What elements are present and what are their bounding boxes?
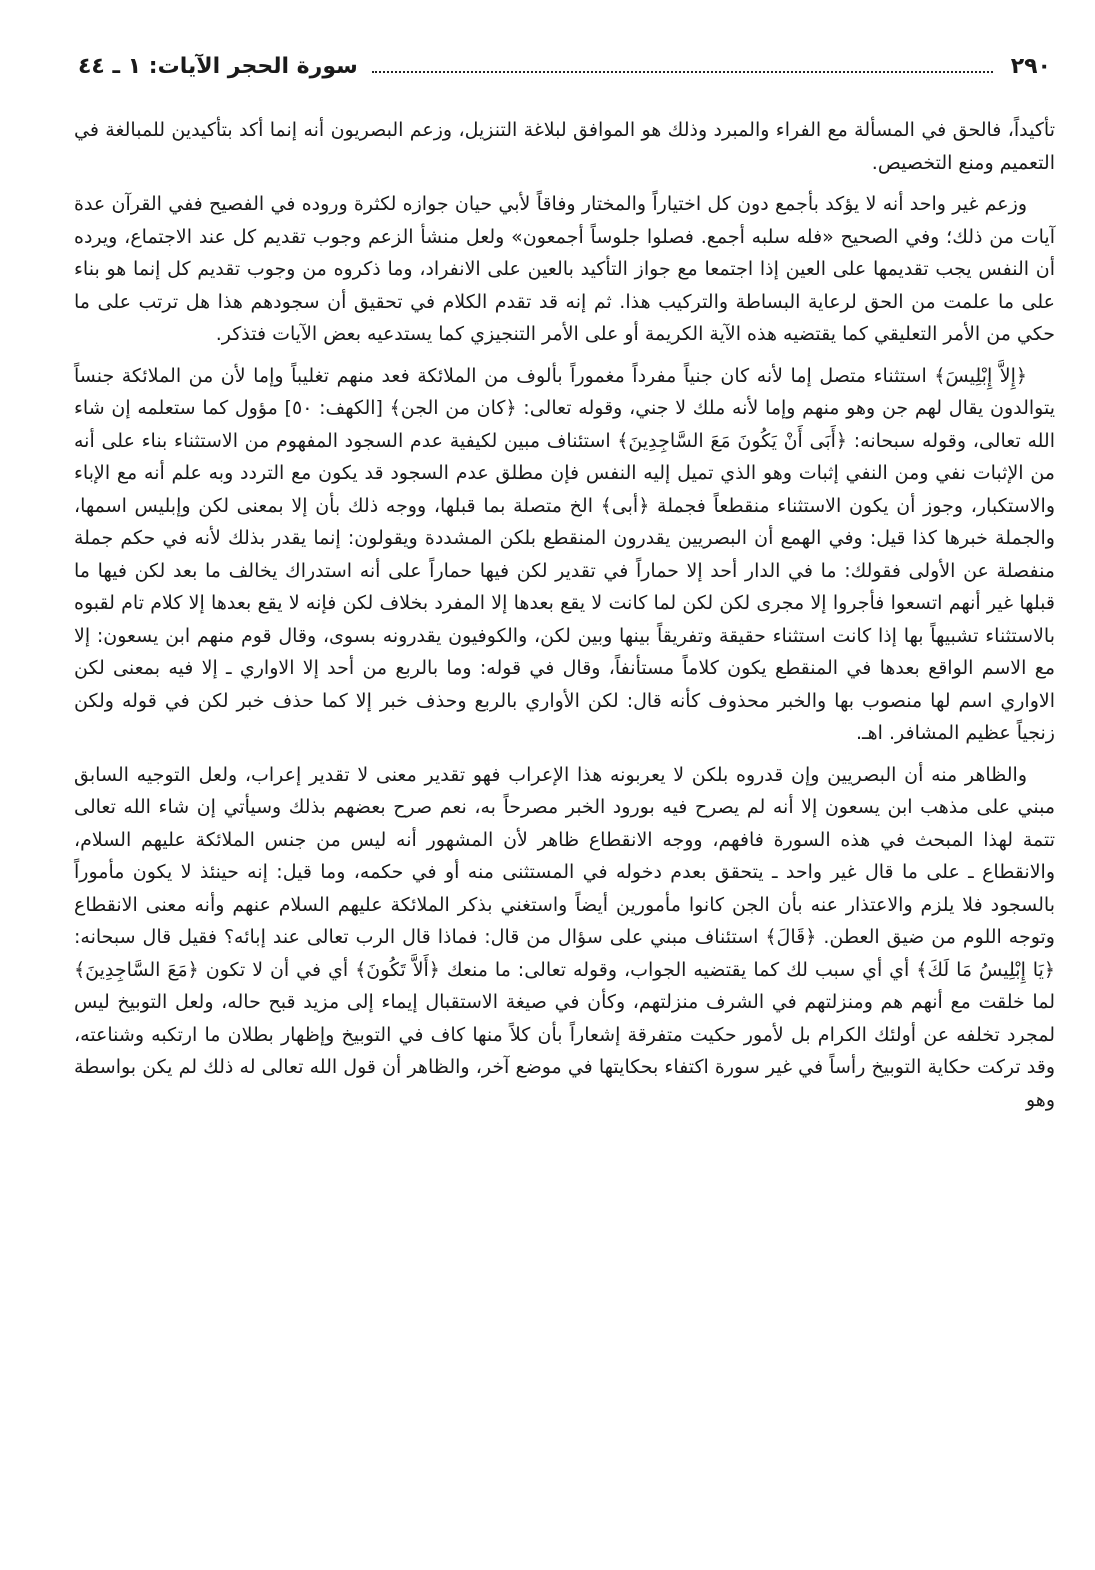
section-title: سورة الحجر الآيات: ١ ـ ٤٤ bbox=[78, 54, 358, 79]
paragraph: وزعم غير واحد أنه لا يؤكد بأجمع دون كل اختياراً والمختار وفاقاً لأبي حيان جوازه لكثرة وروده في الفصيح ففي القرآن عدة آيات من ذلك؛ وفي الصحيح «فله سلبه أجمع. فصلوا جلوساً أجمعون» ولعل منشأ الزعم وجوب تقديم كل عند الاجتماع، ويرده أن النفس يجب تقديمها على العين إذا اجتمعا مع جواز التأكيد بالعين على الانفراد، وما ذكروه من وجوب تقديم كل إنما هو بناء على ما علمت من الحق لرعاية البساطة والتركيب هذا. ثم إنه قد تقدم الكلام في تحقيق أن سجودهم هذا هل ترتب على ما حكي من الأمر التعليقي كما يقتضيه هذه الآية الكريمة أو على الأمر التنجيزي كما يستدعيه بعض الآيات فتذكر. bbox=[74, 193, 1055, 345]
paragraph: والظاهر منه أن البصريين وإن قدروه بلكن لا يعربونه هذا الإعراب فهو تقدير معنى لا تقدير إعراب، ولعل التوجيه السابق مبني على مذهب ابن يسعون إلا أنه لم يصرح فيه بورود الخبر مصرحاً به، نعم صرح بعضهم بذلك وسيأتي إن شاء الله تعالى تتمة لهذا المبحث في هذه السورة فافهم، ووجه الانقطاع ظاهر لأن المشهور أنه ليس من جنس الملائكة عليهم السلام، والانقطاع ـ على ما قال غير واحد ـ يتحقق بعدم دخوله في المستثنى منه أو في حكمه، وما قيل: إنه حينئذ لا يكون مأموراً بالسجود فلا يلزم والاعتذار عنه بأن الجن كانوا مأمورين أيضاً واستغني بذكر الملائكة عليهم السلام عنهم وأنه معنى الانقطاع وتوجه اللوم من ضيق العطن. ﴿قَالَ﴾ استئناف مبني على سؤال من قال: فماذا قال الرب تعالى عند إبائه؟ فقيل قال سبحانه: ﴿يَا إِبْلِيسُ مَا لَكَ﴾ أي أي سبب لك كما يقتضيه الجواب، وقوله تعالى: ما منعك ﴿أَلاَّ تَكُونَ﴾ أي في أن لا تكون ﴿مَعَ السَّاجِدِينَ﴾ لما خلقت مع أنهم هم ومنزلتهم في الشرف منزلتهم، وكأن في صيغة الاستقبال إيماء إلى مزيد قبح حاله، ولعل التوبيخ ليس لمجرد تخلفه عن أولئك الكرام بل لأمور حكيت متفرقة إشعاراً بأن كلاً منها كاف في التوبيخ وإظهار بطلان ما ارتكبه وشناعته، وقد تركت حكاية التوبيخ رأساً في غير سورة اكتفاء بحكايتها في موضع آخر، والظاهر أن قول الله تعالى له ذلك لم يكن بواسطة وهو bbox=[74, 763, 1055, 1111]
page-number: ٢٩٠ bbox=[1010, 54, 1051, 79]
paragraph-continuation: تأكيداً، فالحق في المسألة مع الفراء والمبرد وذلك هو الموافق لبلاغة التنزيل، وزعم البصريون أنه إنما أكد بتأكيدين للمبالغة في التعميم ومنع التخصيص. bbox=[74, 119, 1055, 174]
page bbox=[74, 52, 1055, 1550]
paragraph: ﴿إِلاَّ إِبْلِيسَ﴾ استثناء متصل إما لأنه كان جنياً مفرداً مغموراً بألوف من الملائكة فعد منهم تغليباً وإما لأن من الملائكة جنساً يتوالدون يقال لهم جن وهو منهم وإما لأنه ملك لا جني، وقوله تعالى: ﴿كان من الجن﴾ [الكهف: ٥٠] مؤول كما ستعلمه إن شاء الله تعالى، وقوله سبحانه: ﴿أَبَى أَنْ يَكُونَ مَعَ السَّاجِدِينَ﴾ استئناف مبين لكيفية عدم السجود المفهوم من الاستثناء بناء على أنه من الإثبات نفي ومن النفي إثبات وهو الذي تميل إليه النفس فإن مطلق عدم السجود قد يكون مع التردد وبه علم أنه مع الإباء والاستكبار، وجوز أن يكون الاستثناء منقطعاً فجملة ﴿أبى﴾ الخ متصلة بما قبلها، ووجه ذلك بأن إلا بمعنى لكن وإبليس اسمها، والجملة خبرها كذا قيل: وفي الهمع أن البصريين يقدرون المنقطع بلكن المشددة ويقولون: إنما يقدر بذلك لأنه في حكم جملة منفصلة عن الأولى فقولك: ما في الدار أحد إلا حماراً في تقدير لكن فيها حماراً على أنه استدراك يخالف ما بعد لكن فيها ما قبلها غير أنهم اتسعوا فأجروا إلا مجرى لكن لكن لما كانت لا يقع بعدها إلا المفرد بخلاف لكن فإنه لا يقع بعدها إلا كلام تام لقبوه بالاستثناء تشبيهاً بها إذا كانت استثناء حقيقة وتفريقاً بينها وبين لكن، والكوفيون يقدرونه بسوى، وقال قوم منهم ابن يسعون: إلا مع الاسم الواقع بعدها في المنقطع يكون كلاماً مستأنفاً، وقال في قوله: وما بالربع من أحد إلا الاواري ـ إلا فيه بمعنى لكن الاواري اسم لها منصوب بها والخبر محذوف كأنه قال: لكن الأواري بالربع وحذف خبر إلا كما حذف خبر لكن في قوله ولكن زنجياً عظيم المشافر. اهـ. bbox=[74, 364, 1056, 744]
text-body bbox=[74, 114, 1055, 1116]
running-head bbox=[74, 52, 1055, 86]
dotted-leader bbox=[372, 55, 993, 73]
